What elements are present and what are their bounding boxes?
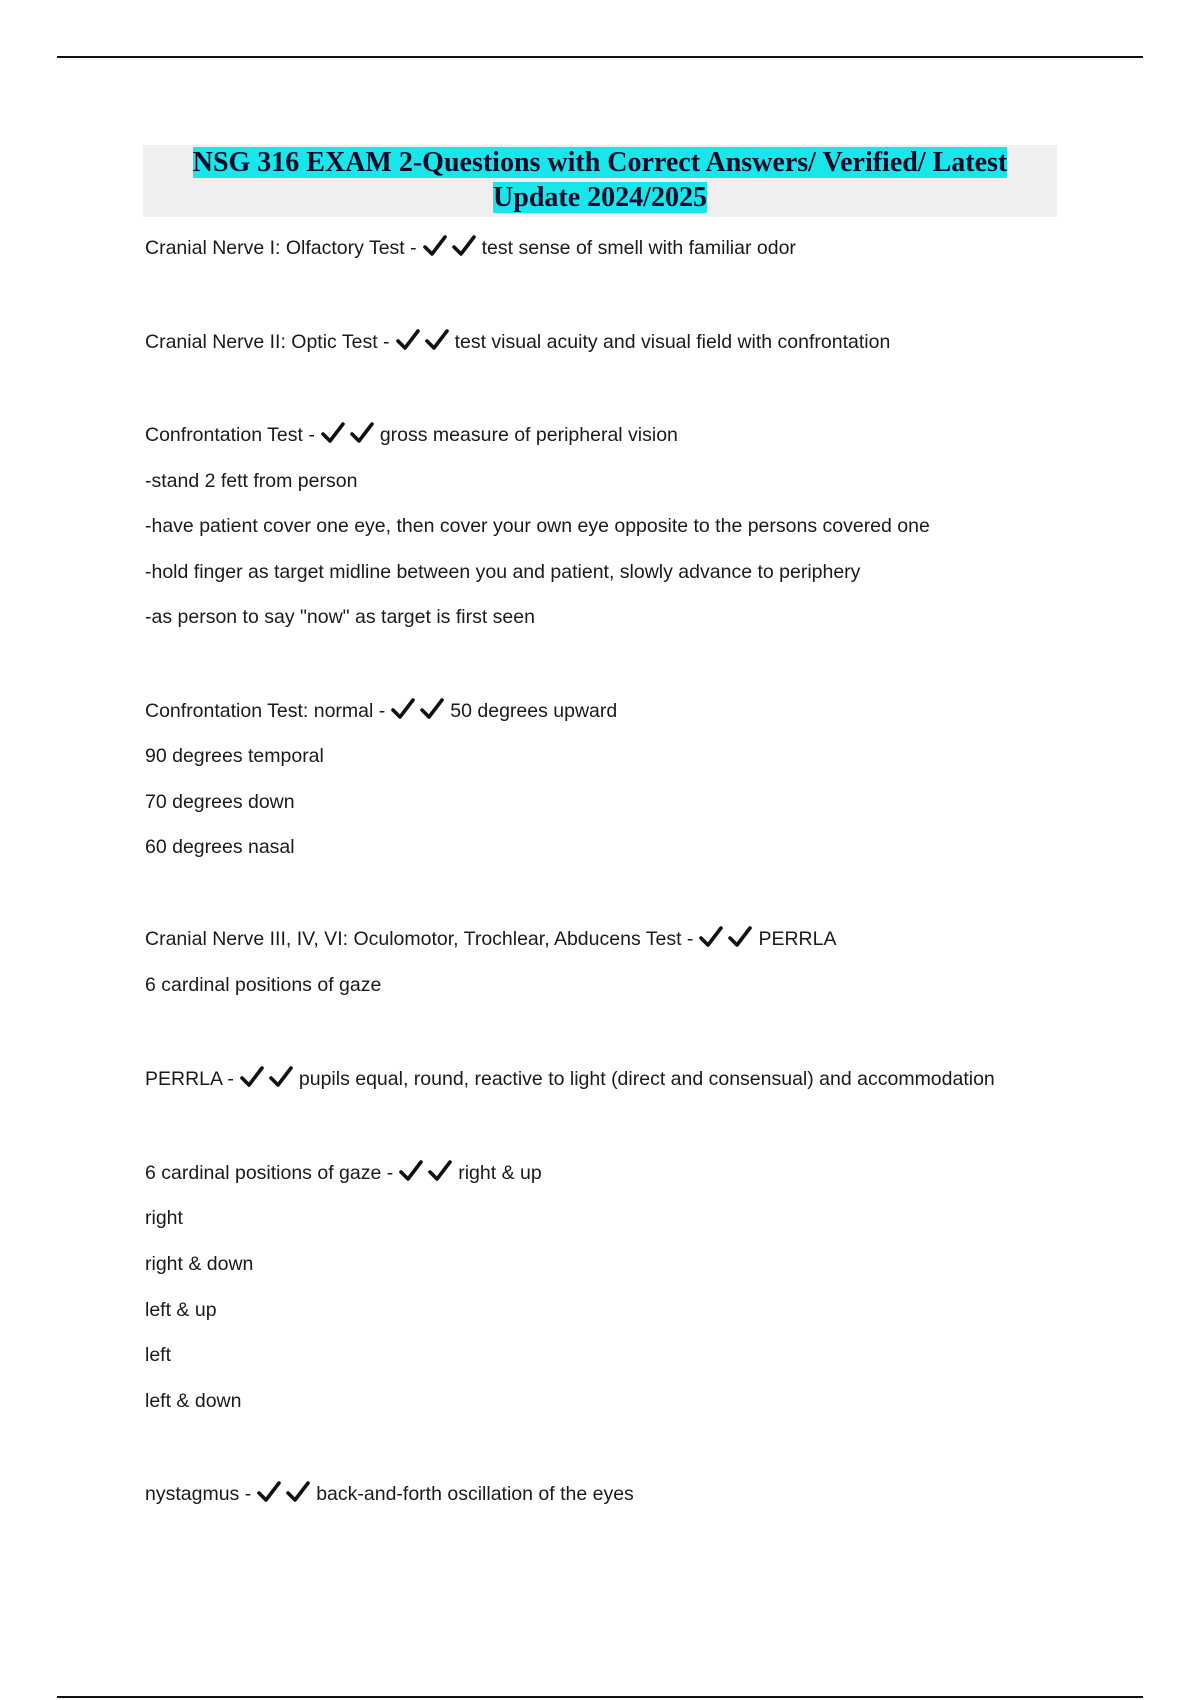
answer-text: right & up: [458, 1162, 542, 1184]
detail-line: right: [145, 1207, 183, 1229]
detail-line: -as person to say "now" as target is first seen: [145, 606, 535, 628]
detail-line: right & down: [145, 1253, 254, 1275]
detail-line: left & up: [145, 1299, 217, 1321]
double-checkmark-icon: [399, 1160, 454, 1189]
detail-line: left: [145, 1344, 172, 1366]
term-label: Confrontation Test -: [145, 424, 315, 446]
detail-line: 60 degrees nasal: [145, 836, 295, 858]
term-label: nystagmus -: [145, 1483, 252, 1505]
detail-line: 6 cardinal positions of gaze: [145, 974, 382, 996]
detail-line: 90 degrees temporal: [145, 745, 324, 767]
detail-line: -hold finger as target midline between you and patient, slowly advance to periphery: [145, 561, 861, 583]
double-checkmark-icon: [396, 329, 451, 358]
detail-line: 70 degrees down: [145, 791, 295, 813]
term-label: PERRLA -: [145, 1068, 234, 1090]
document-title: [143, 145, 1057, 217]
flashcard-entry: [145, 698, 617, 727]
detail-line: left & down: [145, 1390, 242, 1412]
answer-text: PERRLA: [758, 928, 837, 950]
flashcard-entry: [145, 329, 890, 358]
answer-text: test sense of smell with familiar odor: [481, 237, 796, 259]
answer-text: back-and-forth oscillation of the eyes: [316, 1483, 634, 1505]
flashcard-entry: [145, 1481, 634, 1510]
detail-line: -have patient cover one eye, then cover your own eye opposite to the persons covered one: [145, 515, 930, 537]
double-checkmark-icon: [257, 1481, 312, 1510]
term-label: Confrontation Test: normal -: [145, 700, 386, 722]
title-line-1: NSG 316 EXAM 2-Questions with Correct Answers/ Verified/ Latest: [192, 147, 1008, 178]
double-checkmark-icon: [240, 1066, 295, 1095]
term-label: Cranial Nerve I: Olfactory Test -: [145, 237, 417, 259]
term-label: Cranial Nerve III, IV, VI: Oculomotor, Trochlear, Abducens Test -: [145, 928, 694, 950]
flashcard-entry: [145, 422, 678, 451]
term-label: 6 cardinal positions of gaze -: [145, 1162, 394, 1184]
detail-line: -stand 2 fett from person: [145, 470, 358, 492]
title-line-2: Update 2024/2025: [493, 182, 707, 213]
answer-text: test visual acuity and visual field with confrontation: [454, 331, 891, 353]
answer-text: pupils equal, round, reactive to light (direct and consensual) and accommodation: [298, 1068, 995, 1090]
term-label: Cranial Nerve II: Optic Test -: [145, 331, 390, 353]
flashcard-entry: [145, 1066, 995, 1095]
flashcard-entry: [145, 235, 796, 264]
double-checkmark-icon: [423, 235, 478, 264]
flashcard-entry: [145, 926, 836, 955]
answer-text: gross measure of peripheral vision: [379, 424, 678, 446]
bottom-rule: [57, 1696, 1143, 1698]
top-rule: [57, 56, 1143, 58]
double-checkmark-icon: [321, 422, 376, 451]
double-checkmark-icon: [699, 926, 754, 955]
flashcard-entry: [145, 1160, 542, 1189]
double-checkmark-icon: [391, 698, 446, 727]
answer-text: 50 degrees upward: [450, 700, 618, 722]
